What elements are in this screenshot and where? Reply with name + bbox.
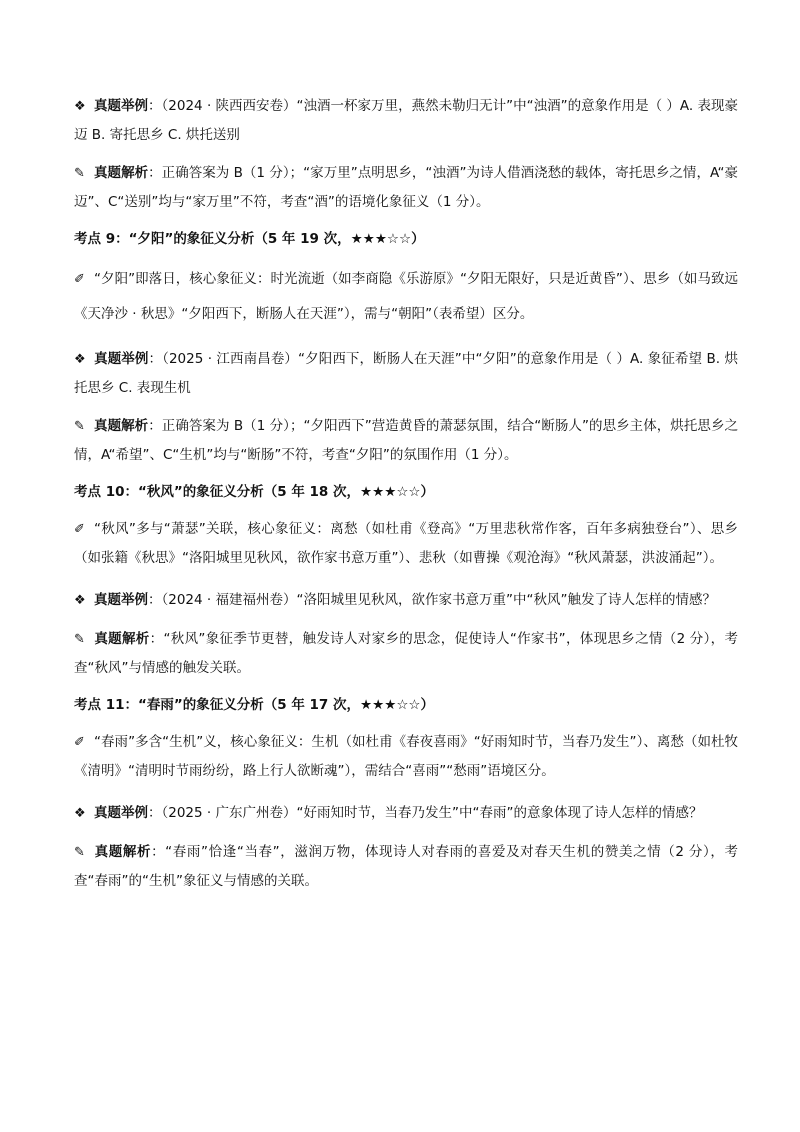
analysis-label: 真题解析 xyxy=(94,631,150,647)
pencil-icon: ✎ xyxy=(74,166,85,181)
analysis-paragraph xyxy=(74,159,738,216)
analysis-label: 真题解析 xyxy=(94,165,149,181)
example-paragraph xyxy=(74,799,738,828)
note-paragraph xyxy=(74,728,738,785)
note-paragraph xyxy=(74,262,738,331)
example-text: ：（2024 · 陕西西安卷）“浊酒一杯家万里，燕然未勒归无计”中“浊酒”的意象作用是（ ）A. 表现豪迈 B. 寄托思乡 C. 烘托送别 xyxy=(74,98,739,143)
document-content xyxy=(74,92,738,895)
example-label: 真题举例 xyxy=(94,805,148,821)
key-point-heading: 考点 11：“春雨”的象征义分析（5 年 17 次，★★★☆☆） xyxy=(74,697,435,713)
example-label: 真题举例 xyxy=(94,592,148,608)
analysis-label: 真题解析 xyxy=(94,844,152,860)
analysis-text: ：正确答案为 B（1 分）；“夕阳西下”营造黄昏的萧瑟氛围，结合“断肠人”的思乡主体，烘托思乡之情，A“希望”、C“生机”均与“断肠”不符，考查“夕阳”的氛围作用（1 分）。 xyxy=(74,418,738,463)
analysis-text: ：正确答案为 B（1 分）；“家万里”点明思乡，“浊酒”为诗人借酒浇愁的载体，寄托思乡之情，A“豪迈”、C“送别”均与“家万里”不符，考查“酒”的语境化象征义（1 分）。 xyxy=(74,165,738,210)
analysis-text: ：“春雨”恰逢“当春”，滋润万物，体现诗人对春雨的喜爱及对春天生机的赞美之情（2 分），考查“春雨”的“生机”象征义与情感的关联。 xyxy=(74,844,738,889)
example-label: 真题举例 xyxy=(94,351,149,367)
analysis-paragraph xyxy=(74,625,738,682)
note-text: “春雨”多含“生机”义，核心象征义：生机（如杜甫《春夜喜雨》“好雨知时节，当春乃发生”）、离愁（如杜牧《清明》“清明时节雨纷纷，路上行人欲断魂”），需结合“喜雨”“愁雨”语境区分。 xyxy=(74,734,738,779)
example-label: 真题举例 xyxy=(94,98,149,114)
example-paragraph xyxy=(74,345,738,402)
pencil-icon: ✎ xyxy=(74,845,85,860)
analysis-label: 真题解析 xyxy=(94,418,149,434)
example-text: ：（2025 · 江西南昌卷）“夕阳西下，断肠人在天涯”中“夕阳”的意象作用是（ ）A. 象征希望 B. 烘托思乡 C. 表现生机 xyxy=(74,351,738,396)
analysis-text: ：“秋风”象征季节更替，触发诗人对家乡的思念，促使诗人“作家书”，体现思乡之情（2 分），考查“秋风”与情感的触发关联。 xyxy=(74,631,738,676)
key-point-heading: 考点 9：“夕阳”的象征义分析（5 年 19 次，★★★☆☆） xyxy=(74,231,425,247)
analysis-paragraph xyxy=(74,412,738,469)
pencil-icon: ✎ xyxy=(74,632,85,647)
pen-icon: ✐ xyxy=(74,522,85,537)
diamond-bullet-icon: ❖ xyxy=(74,352,86,367)
pen-icon: ✐ xyxy=(74,735,85,750)
note-paragraph xyxy=(74,515,738,572)
key-point-heading: 考点 10：“秋风”的象征义分析（5 年 18 次，★★★☆☆） xyxy=(74,484,435,500)
example-text: ：（2024 · 福建福州卷）“洛阳城里见秋风，欲作家书意万重”中“秋风”触发了诗人怎样的情感？ xyxy=(148,592,716,608)
note-text: “夕阳”即落日，核心象征义：时光流逝（如李商隐《乐游原》“夕阳无限好，只是近黄昏”）、思乡（如马致远《天净沙 · 秋思》“夕阳西下，断肠人在天涯”），需与“朝阳”（表希望）区分。 xyxy=(74,271,738,322)
pen-icon: ✐ xyxy=(74,272,85,287)
pencil-icon: ✎ xyxy=(74,419,85,434)
example-text: ：（2025 · 广东广州卷）“好雨知时节，当春乃发生”中“春雨”的意象体现了诗人怎样的情感？ xyxy=(148,805,703,821)
example-paragraph xyxy=(74,92,738,149)
diamond-bullet-icon: ❖ xyxy=(74,99,86,114)
diamond-bullet-icon: ❖ xyxy=(74,593,86,608)
diamond-bullet-icon: ❖ xyxy=(74,806,86,821)
example-paragraph xyxy=(74,586,738,615)
analysis-paragraph xyxy=(74,838,738,895)
note-text: “秋风”多与“萧瑟”关联，核心象征义：离愁（如杜甫《登高》“万里悲秋常作客，百年多病独登台”）、思乡（如张籍《秋思》“洛阳城里见秋风，欲作家书意万重”）、悲秋（如曹操《观沧海》“秋风萧瑟，洪波涌起”）。 xyxy=(74,521,738,566)
